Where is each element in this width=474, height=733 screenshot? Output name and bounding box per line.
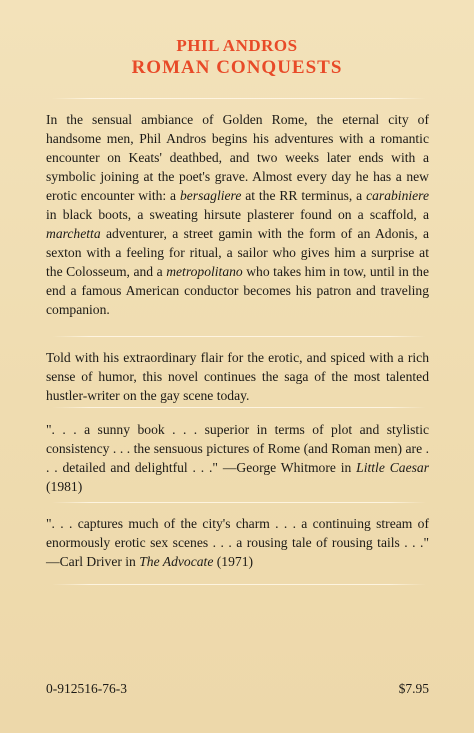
review-year: (1981) (46, 479, 83, 494)
synopsis-italic: metropolitano (166, 264, 243, 279)
book-title: ROMAN CONQUESTS (131, 57, 343, 78)
synopsis-italic: marchetta (46, 226, 101, 241)
synopsis-text: in black boots, a sweating hirsute plasterer found on a scaffold, a (46, 207, 429, 222)
review-source: The Advocate (139, 554, 214, 569)
review-quote (46, 420, 429, 496)
review-text: ". . . a sunny book . . . superior in terms of plot and stylistic consistency . . . the sensuous pictures of Rome (and Roman men) are . . . detailed and delightful . . ." —George Whitmore in (46, 422, 429, 475)
review-year: (1971) (213, 554, 254, 569)
price: $7.95 (398, 681, 429, 696)
summary-paragraph (46, 348, 429, 405)
divider (52, 336, 426, 337)
synopsis-paragraph (46, 110, 429, 319)
divider (52, 98, 426, 99)
cover-footer (46, 681, 429, 697)
summary-text: Told with his extraordinary flair for the erotic, and spiced with a rich sense of humor, this novel continues the saga of the most talented hustler-writer on the gay scene today. (46, 350, 429, 403)
isbn: 0-912516-76-3 (46, 681, 127, 696)
synopsis-italic: carabiniere (366, 188, 429, 203)
review-source: Little Caesar (356, 460, 429, 475)
review-text: ". . . captures much of the city's charm . . . a continuing stream of enormously erotic sex scenes . . . a rousing tale of rousing tails . . ." —Carl Driver in (46, 516, 429, 569)
author-name: PHIL ANDROS (176, 36, 298, 55)
synopsis-text: In the sensual ambiance of Golden Rome, the eternal city of handsome men, Phil Andros begins his adventures with a romantic encounter on Keats' deathbed, and two weeks later ends with a symbolic joining at the poet's grave. Almost every day he has a new erotic encounter with: a (46, 112, 429, 203)
divider (52, 584, 426, 585)
synopsis-text: at the RR terminus, a (241, 188, 367, 203)
synopsis-text: who takes him in tow, until in the end a famous American conductor becomes his patron and traveling companion. (46, 264, 429, 317)
cover-header (0, 36, 474, 79)
synopsis-italic: bersagliere (179, 188, 242, 203)
divider (52, 502, 426, 503)
review-quote (46, 514, 429, 571)
synopsis-text: adventurer, a street gamin with the form of an Adonis, a sexton with a feeling for ritual, a sailor who gives him a surprise at the Colosseum, and a (46, 226, 429, 279)
divider (52, 407, 426, 408)
